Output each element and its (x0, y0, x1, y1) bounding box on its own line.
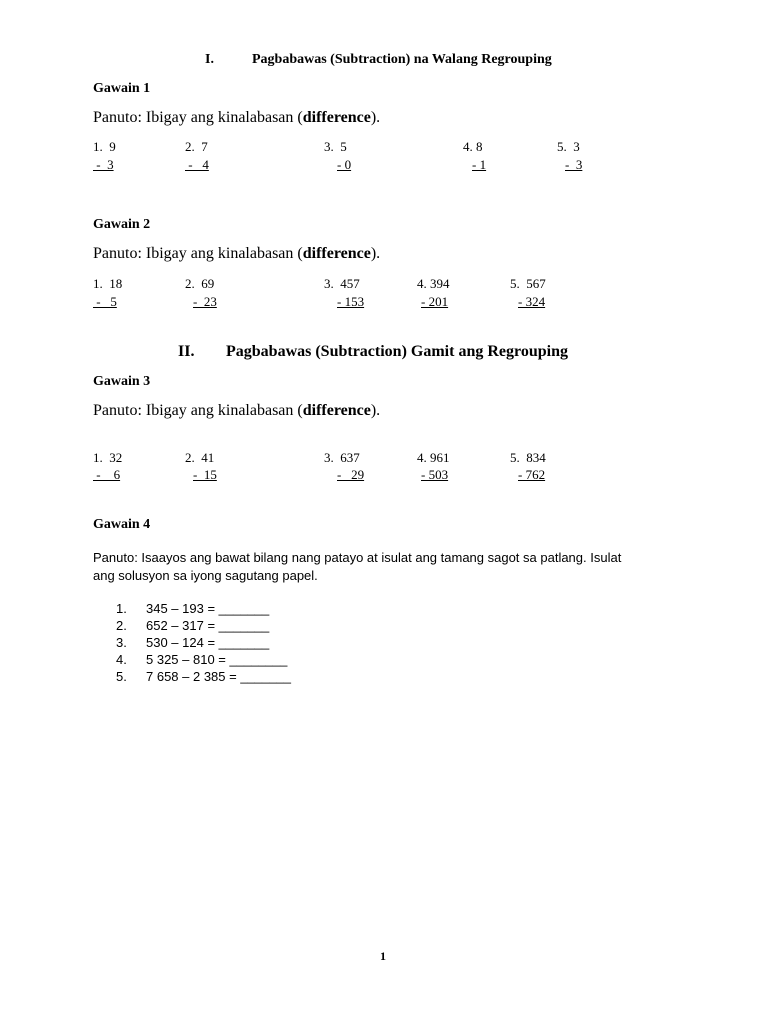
problem-bottom: - 324 (518, 294, 546, 309)
problem-bottom: - 1 (472, 157, 487, 172)
list-item-number: 1. (116, 601, 127, 616)
list-item-number: 4. (116, 652, 127, 667)
problem-bottom: - 153 (337, 294, 365, 309)
problem-bottom: - 15 (193, 467, 217, 482)
section1-title: Pagbabawas (Subtraction) na Walang Regrouping (252, 52, 552, 67)
section2-title: Pagbabawas (Subtraction) Gamit ang Regrouping (226, 343, 568, 360)
problem-top: 3. 5 (324, 139, 347, 154)
problem-top: 2. 7 (185, 139, 208, 154)
problem-bottom: - 762 (518, 467, 546, 482)
problem-top: 4. 8 (463, 139, 483, 154)
list-item-number: 3. (116, 635, 127, 650)
gawain2-title: Gawain 2 (93, 217, 151, 232)
list-item: 652 – 317 = _______ (146, 618, 270, 633)
gawain1-instruction: Panuto: Ibigay ang kinalabasan (difference). (93, 109, 381, 126)
list-item: 7 658 – 2 385 = _______ (146, 669, 291, 684)
problem-top: 4. 394 (417, 276, 450, 291)
problem-bottom: - 3 (93, 157, 114, 172)
problem-top: 1. 9 (93, 139, 116, 154)
problem-bottom: - 3 (565, 157, 583, 172)
problem-bottom: - 29 (337, 467, 365, 482)
problem-top: 5. 834 (510, 450, 546, 465)
gawain4-title: Gawain 4 (93, 517, 151, 532)
problem-bottom: - 23 (193, 294, 217, 309)
section1-numeral: I. (205, 52, 214, 67)
gawain4-instruction-line2: ang solusyon sa iyong sagutang papel. (93, 568, 318, 583)
problem-bottom: - 201 (421, 294, 449, 309)
problem-bottom: - 0 (337, 157, 352, 172)
section2-numeral: II. (178, 343, 195, 360)
gawain4-instruction-line1: Panuto: Isaayos ang bawat bilang nang patayo at isulat ang tamang sagot sa patlang. Isulat (93, 550, 622, 565)
problem-top: 2. 41 (185, 450, 215, 465)
problem-bottom: - 4 (185, 157, 209, 172)
gawain2-instruction: Panuto: Ibigay ang kinalabasan (difference). (93, 245, 381, 262)
problem-bottom: - 503 (421, 467, 449, 482)
problem-top: 2. 69 (185, 276, 215, 291)
problem-top: 3. 637 (324, 450, 360, 465)
problem-bottom: - 5 (93, 294, 117, 309)
problem-top: 3. 457 (324, 276, 360, 291)
page-number: 1 (380, 949, 386, 963)
list-item: 345 – 193 = _______ (146, 601, 270, 616)
list-item: 530 – 124 = _______ (146, 635, 270, 650)
problem-top: 5. 567 (510, 276, 546, 291)
problem-top: 5. 3 (557, 139, 580, 154)
list-item-number: 2. (116, 618, 127, 633)
problem-top: 1. 32 (93, 450, 123, 465)
list-item: 5 325 – 810 = ________ (146, 652, 288, 667)
gawain1-title: Gawain 1 (93, 81, 151, 96)
problem-bottom: - 6 (93, 467, 121, 482)
gawain3-instruction: Panuto: Ibigay ang kinalabasan (difference). (93, 402, 381, 419)
problem-top: 4. 961 (417, 450, 450, 465)
problem-top: 1. 18 (93, 276, 123, 291)
gawain3-title: Gawain 3 (93, 374, 151, 389)
list-item-number: 5. (116, 669, 127, 684)
